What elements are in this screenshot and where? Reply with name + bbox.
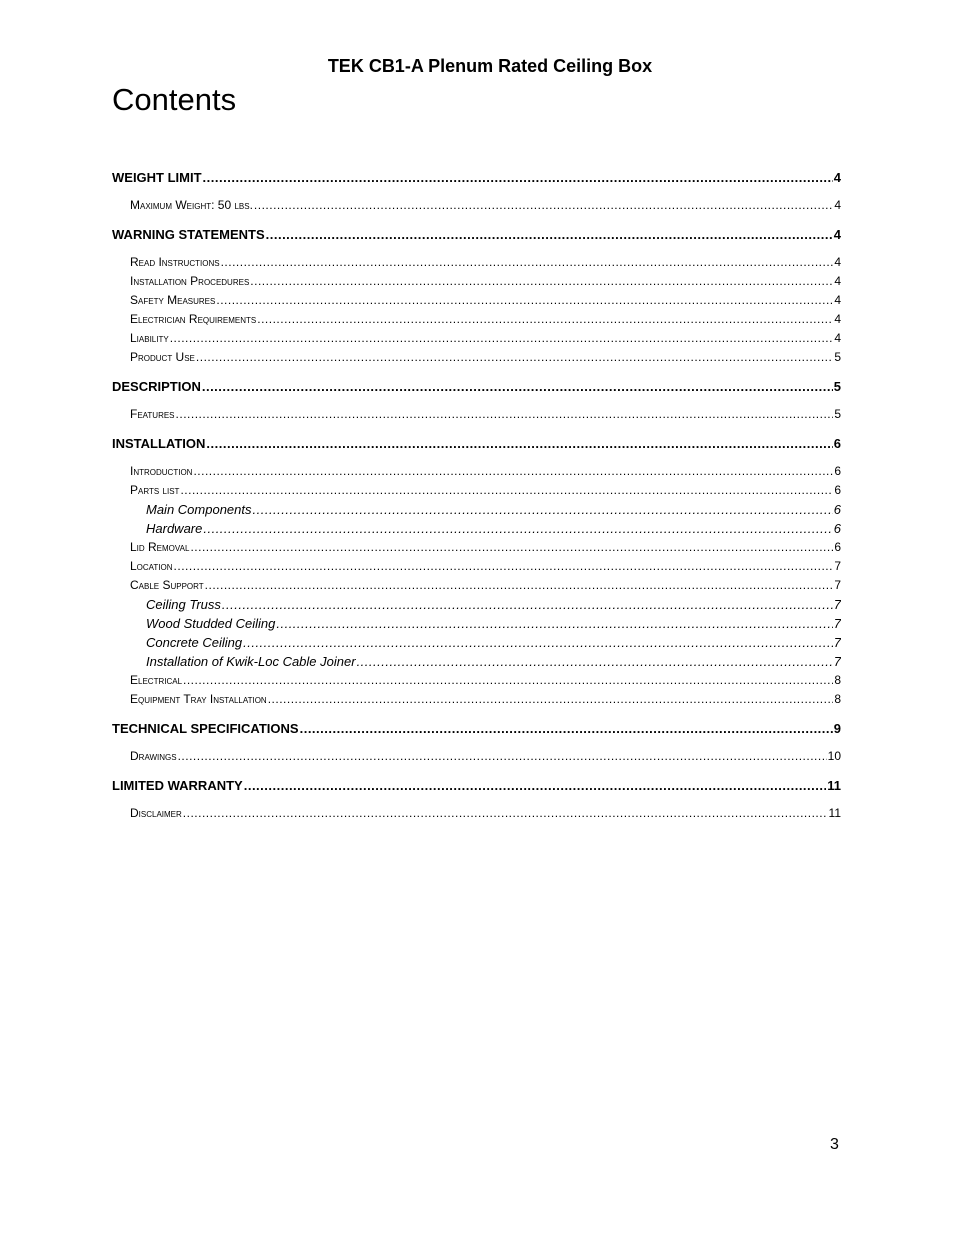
toc-entry-label: INSTALLATION xyxy=(112,436,206,451)
toc-entry-label: DESCRIPTION xyxy=(112,379,201,394)
toc-entry-page: 4 xyxy=(834,198,841,212)
toc-entry[interactable] xyxy=(112,557,841,576)
page-number: 3 xyxy=(830,1136,839,1153)
toc-entry-label: Ceiling Truss xyxy=(146,597,221,612)
toc-entry-page: 5 xyxy=(834,350,841,364)
toc-leader-dots xyxy=(205,576,834,595)
toc-entry-page: 4 xyxy=(834,312,841,326)
toc-entry-page: 6 xyxy=(834,483,841,497)
toc-entry-page: 4 xyxy=(834,255,841,269)
toc-leader-dots xyxy=(174,557,834,576)
toc-leader-dots xyxy=(183,804,828,823)
toc-entry-label: Parts list xyxy=(130,483,180,497)
toc-leader-dots xyxy=(196,348,833,367)
toc-entry-label: Wood Studded Ceiling xyxy=(146,616,276,631)
toc-entry-label: Liability xyxy=(130,331,169,345)
toc-leader-dots xyxy=(243,633,833,652)
toc-leader-dots xyxy=(203,519,832,538)
toc-entry-page: 4 xyxy=(834,274,841,288)
toc-leader-dots xyxy=(206,434,832,453)
toc-entry-page: 8 xyxy=(834,673,841,687)
toc-entry[interactable] xyxy=(112,291,841,310)
toc-leader-dots xyxy=(257,310,833,329)
toc-entry-page: 7 xyxy=(833,635,841,650)
toc-entry[interactable] xyxy=(112,196,841,215)
toc-entry-page: 6 xyxy=(834,540,841,554)
toc-entry-page: 5 xyxy=(834,407,841,421)
toc-entry-label: Features xyxy=(130,407,175,421)
toc-entry[interactable] xyxy=(112,719,841,738)
toc-entry-label: Installation Procedures xyxy=(130,274,250,288)
toc-entry-label: Cable Support xyxy=(130,578,204,592)
toc-entry-page: 7 xyxy=(834,578,841,592)
toc-entry-page: 9 xyxy=(833,721,841,736)
toc-entry-page: 6 xyxy=(833,502,841,517)
toc-entry-label: Disclaimer xyxy=(130,806,182,820)
toc-entry[interactable] xyxy=(112,168,841,187)
toc-leader-dots xyxy=(253,500,833,519)
toc-entry[interactable] xyxy=(112,519,841,538)
toc-entry-label: WARNING STATEMENTS xyxy=(112,227,265,242)
toc-entry[interactable] xyxy=(112,633,841,652)
toc-leader-dots xyxy=(357,652,833,671)
toc-entry-label: Introduction xyxy=(130,464,193,478)
toc-entry-page: 4 xyxy=(834,293,841,307)
toc-entry[interactable] xyxy=(112,690,841,709)
toc-leader-dots xyxy=(216,291,833,310)
toc-entry-label: Safety Measures xyxy=(130,293,216,307)
toc-leader-dots xyxy=(178,747,827,766)
toc-entry-page: 5 xyxy=(833,379,841,394)
toc-entry-label: TECHNICAL SPECIFICATIONS xyxy=(112,721,299,736)
toc-leader-dots xyxy=(193,462,833,481)
toc-entry-label: Electrician Requirements xyxy=(130,312,257,326)
toc-leader-dots xyxy=(202,377,833,396)
toc-leader-dots xyxy=(276,614,832,633)
toc-entry-label: LIMITED WARRANTY xyxy=(112,778,243,793)
toc-entry-page: 11 xyxy=(827,778,841,793)
toc-entry-page: 7 xyxy=(833,597,841,612)
toc-entry-page: 10 xyxy=(827,749,841,763)
toc-entry-label: Maximum Weight: 50 lbs. xyxy=(130,198,253,212)
toc-entry-label: Electrical xyxy=(130,673,183,687)
document-header: TEK CB1-A Plenum Rated Ceiling Box xyxy=(327,56,653,76)
toc-leader-dots xyxy=(180,481,833,500)
toc-entry-page: 6 xyxy=(833,521,841,536)
toc-entry[interactable] xyxy=(112,462,841,481)
toc-entry-page: 7 xyxy=(834,559,841,573)
toc-entry-page: 6 xyxy=(833,436,841,451)
toc-leader-dots xyxy=(268,690,834,709)
toc-entry-label: Product Use xyxy=(130,350,195,364)
toc-entry[interactable] xyxy=(112,538,841,557)
toc-entry-label: Location xyxy=(130,559,173,573)
toc-leader-dots xyxy=(254,196,833,215)
toc-entry-page: 7 xyxy=(833,616,841,631)
toc-entry[interactable] xyxy=(112,405,841,424)
toc-entry[interactable] xyxy=(112,377,841,396)
table-of-contents xyxy=(112,168,841,823)
toc-leader-dots xyxy=(250,272,833,291)
toc-entry-label: Equipment Tray Installation xyxy=(130,692,267,706)
toc-entry-page: 4 xyxy=(833,227,841,242)
toc-entry[interactable] xyxy=(112,576,841,595)
toc-entry-page: 4 xyxy=(833,170,841,185)
toc-entry[interactable] xyxy=(112,434,841,453)
toc-entry-label: Concrete Ceiling xyxy=(146,635,243,650)
toc-entry-label: Drawings xyxy=(130,749,177,763)
toc-entry-label: WEIGHT LIMIT xyxy=(112,170,202,185)
toc-leader-dots xyxy=(170,329,834,348)
toc-entry[interactable] xyxy=(112,595,841,614)
toc-entry-label: Read Instructions xyxy=(130,255,220,269)
toc-entry[interactable] xyxy=(112,776,841,795)
toc-entry-page: 7 xyxy=(833,654,841,669)
toc-heading: Contents xyxy=(112,82,237,117)
toc-entry[interactable] xyxy=(112,671,841,690)
toc-leader-dots xyxy=(203,168,833,187)
toc-entry[interactable] xyxy=(112,272,841,291)
toc-entry-label: Lid Removal xyxy=(130,540,190,554)
toc-leader-dots xyxy=(300,719,833,738)
toc-entry[interactable] xyxy=(112,225,841,244)
toc-entry[interactable] xyxy=(112,481,841,500)
toc-leader-dots xyxy=(183,671,833,690)
toc-entry-page: 6 xyxy=(834,464,841,478)
toc-entry[interactable] xyxy=(112,614,841,633)
toc-entry[interactable] xyxy=(112,348,841,367)
toc-entry[interactable] xyxy=(112,747,841,766)
toc-entry[interactable] xyxy=(112,804,841,823)
toc-entry[interactable] xyxy=(112,253,841,272)
toc-entry[interactable] xyxy=(112,652,841,671)
toc-entry-page: 8 xyxy=(834,692,841,706)
toc-leader-dots xyxy=(244,776,827,795)
toc-entry[interactable] xyxy=(112,329,841,348)
toc-leader-dots xyxy=(266,225,833,244)
toc-leader-dots xyxy=(190,538,833,557)
toc-entry-page: 4 xyxy=(834,331,841,345)
toc-entry-page: 11 xyxy=(828,806,841,820)
toc-entry[interactable] xyxy=(112,310,841,329)
toc-entry-label: Hardware xyxy=(146,521,203,536)
toc-leader-dots xyxy=(221,253,834,272)
toc-entry-label: Installation of Kwik-Loc Cable Joiner xyxy=(146,654,356,669)
toc-leader-dots xyxy=(176,405,834,424)
toc-entry[interactable] xyxy=(112,500,841,519)
toc-entry-label: Main Components xyxy=(146,502,252,517)
toc-leader-dots xyxy=(222,595,833,614)
